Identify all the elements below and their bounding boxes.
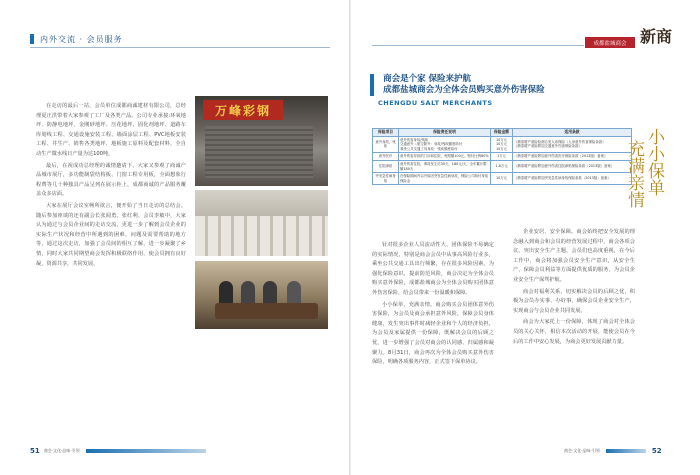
vertical-slogan: 小小保单 [644,128,664,196]
magazine-name: 商会·文化·品味·引领 [43,448,80,453]
table-cell: 1.8万元 [491,160,513,172]
page-number: 52 [651,447,662,455]
table-row [373,136,632,153]
english-subtitle: CHENGDU SALT MERCHANTS [378,99,493,107]
article-paragraph: 商会为大家托上一份保障，体现了商会对全体会员的关心关怀，相信本次活动的开展，能使会员在今后的工作中安心发展，为商会更好发展贡献力量。 [513,319,635,345]
insurance-table [372,128,632,185]
left-paragraph: 大家在展厅会议室畅所欲言，便开始了当日走访的总结会。随后参加座谈的还有副会长张阅勇、张红利、会员李敏中，大家认为通过与会员企业间的走访交流，更进一步了解到会员企业的实际生产状况和经营中所遇到的困难，问题及需要帮助的地方等，通过这次走访，加强了会员间的相互了解，进一步凝聚了乡情，同时大家共同期望商会发挥积极联络作用，使会员拥有良好凝，资源共享，共同发展。 [36,202,186,267]
table-row [373,173,632,185]
meeting-table [215,303,318,319]
table-cell: 住院津贴 [373,160,399,172]
rolling-shutter [205,126,313,178]
article-headline [370,74,630,96]
table-cell: 《鼎泰增产意险附加突发急性病身故保险条款（2013版）备案》 [513,173,632,185]
section-title: 内外交流 · 会员服务 [40,34,123,44]
left-article-body [36,102,186,271]
goods-stacks [195,216,328,256]
table-cell: 10万元 [491,173,513,185]
article-paragraph: 商会对福利关系，切实解决会员的后顾之忧，积极为会员办实事、办好事，确保会员企业安全生产，实现商会与会员企业共同发展。 [513,288,635,314]
right-column-left [372,241,494,370]
footer-bar [86,449,206,453]
header-divider [372,45,584,46]
left-paragraph: 在走访的最后一站，会员单位成都商诚建材有限公司，总经理夏正洪带着大家参观了工厂及各类产品。公司专业承接:环氧地坪、防静电地坪、金刚砂地坪、压花地坪、固化剂地坪、道路车库划线工程、交通设施安装工程、墙面涂层工程、PVC地板安装工程、井生产、销售各类地坪、地板施工原料及配套材料，全自动生产微水线日产量为达100吨。 [36,103,186,157]
table-cell: 意外身故、残疾 [373,136,399,153]
table-cell: 意外医疗 [373,153,399,161]
column-header: 适用条款 [513,129,632,137]
magazine-logo: 新商 [640,27,673,46]
page-gutter [349,0,351,475]
headline-line-2: 成都盐城商会为全体会员购买意外伤害保险 [383,85,545,95]
table-row [373,153,632,161]
photo-factory-storefront [195,96,328,186]
column-header: 保险项目 [373,129,399,137]
table-row [373,160,632,172]
table-cell: 《鼎泰增产意险检测合发人寿保险（人身意外伤害保险条款》 《鼎泰增产意险附加交通意外伤害保险条款》 [513,136,632,153]
headline-marker [370,74,374,96]
left-section-header [30,32,123,46]
table-header-row [373,129,632,137]
article-paragraph: 针对很多企业人员流动性大、团体保险不易确定的实际情况，特别是商会会员中从事高风险行业多，乘坐公共交通工具出行频繁，存在很多风险因素。为强化保险意识，提前防范风险，商会决定为全体会员购买意外保险，成都盐城商会为全体会员购买团体意外伤害保险，给会员带来一份温暖和保障。 [372,242,494,296]
right-footer [560,445,662,457]
page-number: 51 [30,447,40,455]
table-cell: 1万元 [491,153,513,161]
vertical-slogan: 充满亲情 [624,140,644,208]
section-marker [30,34,34,44]
table-cell: 《鼎泰增产意险附加意外伤害医疗保险条款（2013版）备案》 [513,153,632,161]
section-badge: 成都盐城商会 [585,37,635,48]
article-paragraph: 小小保单，充满亲情。商会购买会员团体意外伤害保险，为会员及商会承担意外风险，保障会员身体健康，发生突出事件时减轻企业和个人的经济负担，为会员及家属提供一份保障，既解决会员的后顾之忧，进一步增强了会员对商会的认同感、归属感和凝聚力。8月31日，商会再次为全体会员购买意外伤害保险，明确各项服务内容，正式签下保单协议。 [372,301,494,366]
right-column-right [513,228,635,349]
table-cell: 意外伤害住院，事故发生后30天，180元/天，全年累计限额180天 [399,160,491,172]
left-paragraph: 最后，在祝成功总经理的诚情邀请下，大家又参观了商诚产品城市展厅，多功能制袋结构板、门窗工程专用板，全面想象行程费等几十种独具产品呈列在展示柜上，成都商诚的产品服务覆盖众多店面。 [36,162,186,198]
table-cell: 10万元 10万元 10万元 [491,136,513,153]
header-divider [30,47,330,48]
magazine-name: 商会·文化·品味·引领 [564,448,600,453]
column-header: 保险责任说明 [399,129,491,137]
table-cell: 《鼎泰增产意险附加意外伤害住院津贴保险条款（2013版）备案》 [513,160,632,172]
store-sign: 万峰彩钢 [203,100,283,120]
table-cell: 在保险期间内以外原因突发急性病身故，保险公司给付身故保险金 [399,173,491,185]
left-footer [30,445,206,457]
table-cell: 突发急性病身故 [373,173,399,185]
table-cell: 意外伤害身故/残疾 交通意外（航空除外：身故/残疾额度给付 乘坐公共交通工具身故：残疾额度给付 [399,136,491,153]
column-header: 保险金额 [491,129,513,137]
photo-warehouse-goods [195,190,328,256]
table-cell: 意外伤害导致的门诊和住院，免赔额100元，赔付比例80% [399,153,491,161]
footer-bar [606,449,646,453]
headline-line-1: 商会是个家 保险来护航 [383,74,472,84]
article-paragraph: 企业安居、安全保障。商会始终把安全发展的理念融入到商会和会员的经营发展过程中，商会各项会议，突出安全生产主题，会员们也高度重视，在今后工作中，商会将加强会员安全生产意识，从安全生产、保障会员利益等方面提供优质的服务，为会员企业安全生产保驾护航。 [513,229,635,283]
photo-meeting-room [195,261,328,329]
